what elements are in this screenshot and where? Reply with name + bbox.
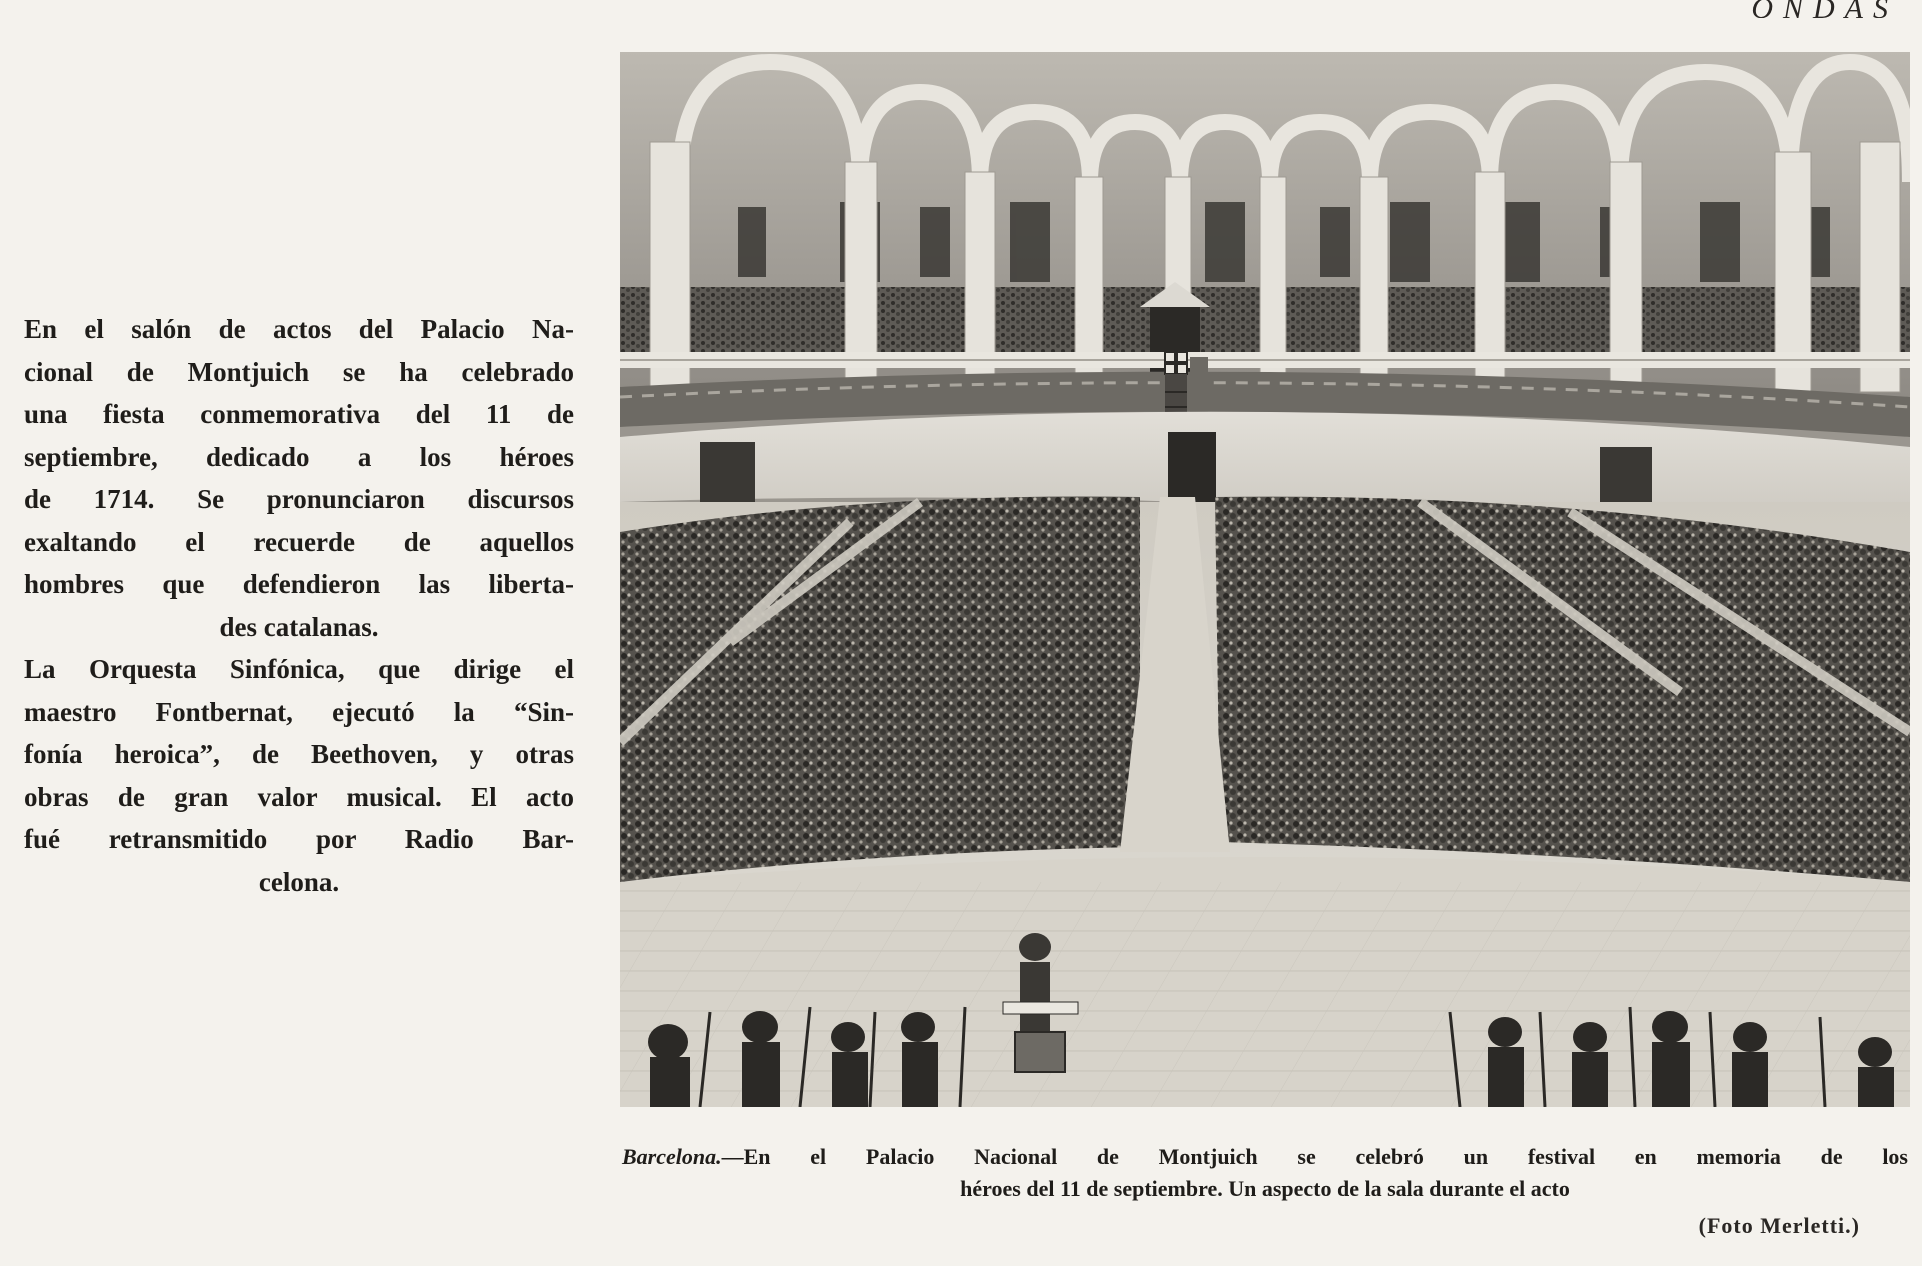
text-line: exaltando el recuerde de aquellos: [24, 526, 574, 557]
article-paragraph-1: [24, 308, 574, 648]
text-line: maestro Fontbernat, ejecutó la “Sin-: [24, 696, 574, 727]
article-paragraph-2: [24, 648, 574, 903]
text-line: septiembre, dedicado a los héroes: [24, 441, 574, 472]
caption-line-2: héroes del 11 de septiembre. Un aspecto de la sala durante el acto: [960, 1176, 1570, 1201]
text-line: cional de Montjuich se ha celebrado: [24, 356, 574, 387]
text-line: En el salón de actos del Palacio Na-: [24, 314, 574, 344]
text-line: obras de gran valor musical. El acto: [24, 781, 574, 812]
text-line: fonía heroica”, de Beethoven, y otras: [24, 739, 574, 769]
text-line: des catalanas.: [219, 611, 379, 642]
text-line: de 1714. Se pronunciaron discursos: [24, 484, 574, 514]
text-line: La Orquesta Sinfónica, que dirige el: [24, 654, 574, 684]
photo-caption: [622, 1141, 1908, 1205]
article-text: [24, 308, 574, 903]
text-line: fué retransmitido por Radio Bar-: [24, 824, 574, 854]
concert-hall-photo: [620, 52, 1910, 1107]
photo-credit: (Foto Merletti.): [1698, 1213, 1860, 1238]
text-line: hombres que defendieron las liberta-: [24, 569, 574, 599]
text-line: celona.: [258, 866, 340, 897]
caption-place: Barcelona.: [622, 1144, 722, 1169]
caption-line-1: [622, 1141, 1908, 1173]
caption-line-1-text: —En el Palacio Nacional de Montjuich se celebró un festival en memoria de los: [721, 1144, 1908, 1169]
magazine-header: ONDAS: [1751, 0, 1898, 18]
text-line: una fiesta conmemorativa del 11 de: [24, 399, 574, 429]
